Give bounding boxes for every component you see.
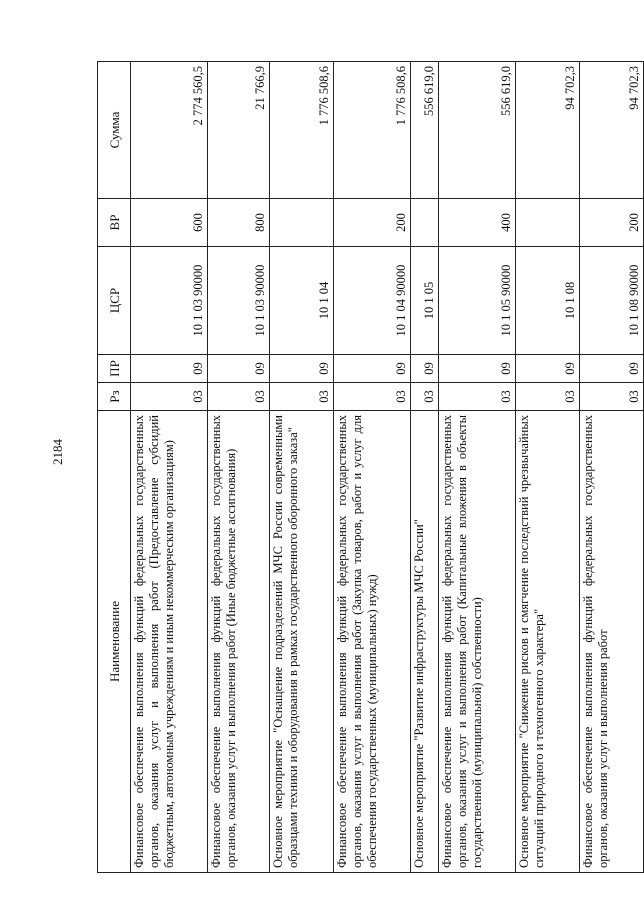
row-vr: 800 (208, 199, 270, 247)
row-rz: 03 (580, 383, 644, 411)
row-rz: 03 (208, 383, 270, 411)
row-sum: 556 619,0 (439, 62, 516, 199)
row-name: Основное мероприятие "Развитие инфраструктуры МЧС России" (411, 411, 439, 873)
table-row (580, 62, 644, 873)
row-rz: 03 (411, 383, 439, 411)
row-pr: 09 (270, 355, 334, 383)
row-sum: 94 702,3 (580, 62, 644, 199)
row-vr (516, 199, 580, 247)
row-sum: 1 776 508,6 (334, 62, 411, 199)
row-sum: 556 619,0 (411, 62, 439, 199)
row-name: Финансовое обеспечение выполнения функций федеральных государственных органов, оказания услуг и выполнения работ (Капитальные вложения в объекты государственной (муниципальной) собственности) (439, 411, 516, 873)
row-vr: 200 (580, 199, 644, 247)
row-name: Основное мероприятие "Снижение рисков и смягчение последствий чрезвычайных ситуаций природного и техногенного характера" (516, 411, 580, 873)
row-csr: 10 1 05 (411, 247, 439, 355)
row-vr (270, 199, 334, 247)
row-csr: 10 1 08 90000 (580, 247, 644, 355)
row-vr: 600 (131, 199, 208, 247)
header-name: Наименование (98, 411, 131, 873)
row-pr: 09 (208, 355, 270, 383)
row-csr: 10 1 04 90000 (334, 247, 411, 355)
header-rz: Рз (98, 383, 131, 411)
budget-table-container (97, 62, 641, 873)
table-row (208, 62, 270, 873)
row-rz: 03 (516, 383, 580, 411)
row-pr: 09 (439, 355, 516, 383)
table-header-row (98, 62, 131, 873)
row-vr (411, 199, 439, 247)
row-csr: 10 1 03 90000 (208, 247, 270, 355)
row-name: Финансовое обеспечение выполнения функций федеральных государственных органов, оказания услуг и выполнения работ (Закупка товаров, работ и услуг для обеспечения государственных (муниципальных) нужд) (334, 411, 411, 873)
row-sum: 2 774 560,5 (131, 62, 208, 199)
row-csr: 10 1 04 (270, 247, 334, 355)
row-pr: 09 (580, 355, 644, 383)
row-csr: 10 1 03 90000 (131, 247, 208, 355)
budget-table (97, 61, 644, 873)
header-vr: ВР (98, 199, 131, 247)
row-rz: 03 (334, 383, 411, 411)
row-rz: 03 (270, 383, 334, 411)
row-rz: 03 (439, 383, 516, 411)
table-row (516, 62, 580, 873)
table-row (439, 62, 516, 873)
row-vr: 400 (439, 199, 516, 247)
header-sum: Сумма (98, 62, 131, 199)
row-sum: 94 702,3 (516, 62, 580, 199)
row-csr: 10 1 05 90000 (439, 247, 516, 355)
row-pr: 09 (131, 355, 208, 383)
row-csr: 10 1 08 (516, 247, 580, 355)
table-row (270, 62, 334, 873)
rotated-table (97, 62, 641, 873)
row-name: Основное мероприятие "Оснащение подразделений МЧС России современными образцами техники и оборудования в рамках государственного оборонного заказа" (270, 411, 334, 873)
row-sum: 21 766,9 (208, 62, 270, 199)
row-pr: 09 (334, 355, 411, 383)
row-rz: 03 (131, 383, 208, 411)
page-number: 2184 (50, 439, 65, 465)
row-pr: 09 (411, 355, 439, 383)
row-vr: 200 (334, 199, 411, 247)
table-row (131, 62, 208, 873)
row-sum: 1 776 508,6 (270, 62, 334, 199)
row-name: Финансовое обеспечение выполнения функций федеральных государственных органов, оказания услуг и выполнения работ (Иные бюджетные ассигнования) (208, 411, 270, 873)
table-row (411, 62, 439, 873)
header-pr: ПР (98, 355, 131, 383)
table-row (334, 62, 411, 873)
row-pr: 09 (516, 355, 580, 383)
header-csr: ЦСР (98, 247, 131, 355)
row-name: Финансовое обеспечение выполнения функций федеральных государственных органов, оказания услуг и выполнения работ (580, 411, 644, 873)
row-name: Финансовое обеспечение выполнения функций федеральных государственных органов, оказания услуг и выполнения работ (Предоставление субсидий бюджетным, автономным учреждениям и иным некоммерческим организациям) (131, 411, 208, 873)
